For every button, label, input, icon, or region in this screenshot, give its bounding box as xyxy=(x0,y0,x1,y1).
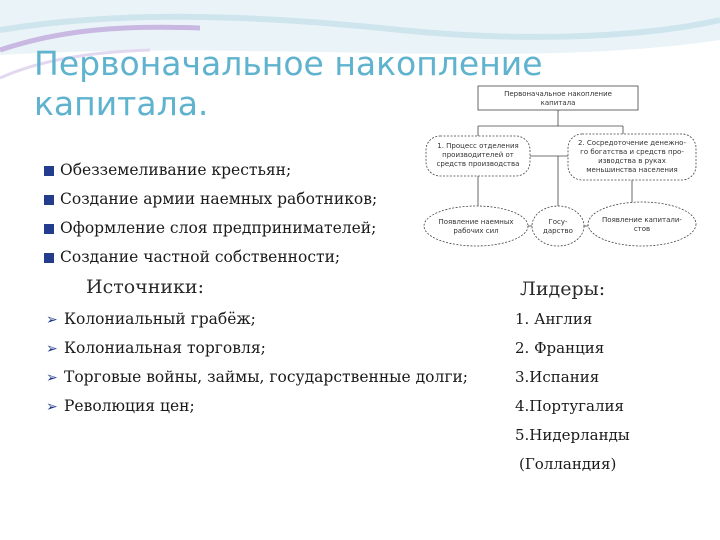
list-item-text: Революция цен; xyxy=(64,397,195,415)
diagram-right-line-3: изводства в руках xyxy=(598,157,666,165)
diagram-right-line-1: 2. Сосредоточение денежно- xyxy=(578,139,686,147)
arrow-bullet-icon: ➢ xyxy=(46,399,58,415)
list-item xyxy=(46,334,468,363)
list-item: (Голландия) xyxy=(519,455,617,473)
title-line-1: Первоначальное накопление xyxy=(34,44,543,83)
arrow-bullet-icon: ➢ xyxy=(46,370,58,386)
list-item-text: Обезземеливание крестьян; xyxy=(60,161,292,179)
leaders-heading: Лидеры: xyxy=(520,278,606,300)
diagram-right-line-2: го богатства и средств про- xyxy=(580,148,684,156)
diagram-bottom-left xyxy=(424,206,528,246)
list-item-text: Оформление слоя предпринимателей; xyxy=(60,219,377,237)
square-bullet-icon xyxy=(44,253,54,263)
list-item: 1. Англия xyxy=(515,310,593,328)
diagram-bottom-right-line-2: стов xyxy=(633,225,651,233)
list-item: 5.Нидерланды xyxy=(515,426,630,444)
list-item: 2. Франция xyxy=(515,339,605,357)
diagram-left-line-1: 1. Процесс отделения xyxy=(437,142,519,150)
square-bullet-icon xyxy=(44,166,54,176)
list-item xyxy=(44,243,377,272)
arrow-bullet-icon: ➢ xyxy=(46,312,58,328)
list-item xyxy=(46,305,468,334)
list-item: 3.Испания xyxy=(515,368,600,386)
list-item-text: Колониальный грабёж; xyxy=(64,310,256,328)
diagram-right-line-4: меньшинства населения xyxy=(586,166,678,174)
diagram-left-line-3: средств производства xyxy=(436,160,520,168)
sources-list xyxy=(46,305,468,421)
accumulation-diagram xyxy=(418,84,702,256)
diagram-bottom-right xyxy=(588,202,696,246)
diagram-bottom-mid xyxy=(532,206,584,246)
bullet-list xyxy=(44,156,377,272)
sources-heading: Источники: xyxy=(86,276,204,298)
diagram-bottom-mid-line-1: Госу- xyxy=(548,218,568,226)
diagram-top-line-2: капитала xyxy=(540,99,576,107)
list-item-text: Колониальная торговля; xyxy=(64,339,266,357)
list-item xyxy=(46,392,468,421)
list-item xyxy=(46,363,468,392)
diagram-bottom-left-line-2: рабочих сил xyxy=(453,227,499,235)
leaders-list xyxy=(515,305,630,479)
diagram-bottom-mid-line-2: дарство xyxy=(543,227,573,235)
list-item xyxy=(44,185,377,214)
list-item-text: Торговые войны, займы, государственные долги; xyxy=(64,368,468,386)
title-line-2: капитала. xyxy=(34,84,209,123)
diagram-left-line-2: производителей от xyxy=(442,151,514,159)
diagram-bottom-left-line-1: Появление наемных xyxy=(438,218,514,226)
list-item xyxy=(44,156,377,185)
square-bullet-icon xyxy=(44,224,54,234)
list-item: 4.Португалия xyxy=(515,397,624,415)
square-bullet-icon xyxy=(44,195,54,205)
list-item xyxy=(44,214,377,243)
list-item-text: Создание армии наемных работников; xyxy=(60,190,378,208)
list-item-text: Создание частной собственности; xyxy=(60,248,341,266)
diagram-bottom-right-line-1: Появление капитали- xyxy=(602,216,682,224)
diagram-top-line-1: Первоначальное накопление xyxy=(504,90,612,98)
arrow-bullet-icon: ➢ xyxy=(46,341,58,357)
